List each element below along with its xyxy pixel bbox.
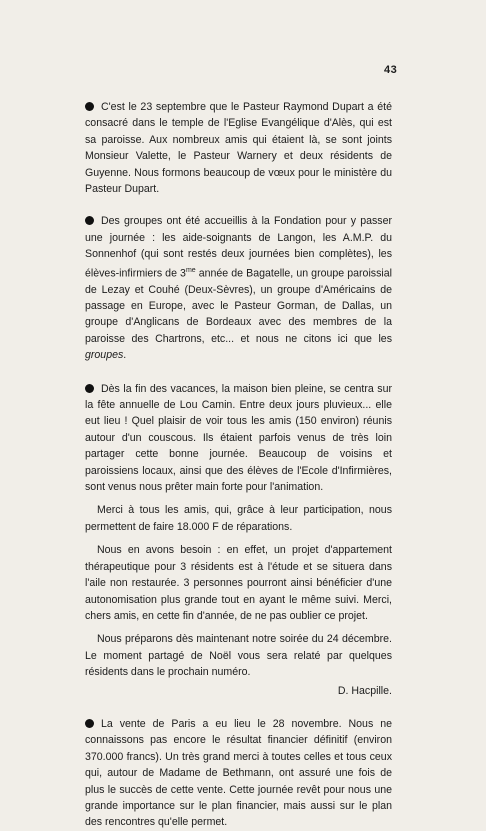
bullet-icon <box>85 102 94 111</box>
paragraph-ordination <box>85 99 392 197</box>
paragraph-groups-end: . <box>123 349 127 362</box>
paragraph-festival <box>85 381 392 496</box>
paragraph-groups-emphasis: groupes <box>85 349 124 362</box>
signature: D. Hacpille. <box>337 684 392 697</box>
paragraph-groups-text-1: Des groupes ont été accueillis à la Fondation pour y passer une journée : les aide-soignants de Langon, les A.M.P. du Sonnenhof (qui sont restés deux journées bien complètes), les élèves-infirmiers de 3 <box>85 215 392 280</box>
paragraph-groups <box>85 213 392 363</box>
paragraph-festival-text: Dès la fin des vacances, la maison bien pleine, se centra sur la fête annuelle de Lou Camin. Entre deux jours pluvieux... elle eut lieu ! Quel plaisir de voir tous les amis (150 environ) réunis autour d'un couscous. Ils étaient parfois venus de très loin partager cette bonne journée. Beaucoup de voisins et paroissiens locaux, ainsi que des élèves de l'Ecole d'Infirmières, sont venus nous prêter main forte pour l'animation. <box>85 382 392 494</box>
bullet-icon <box>85 719 94 728</box>
paragraph-paris-sale-text: La vente de Paris a eu lieu le 28 novembre. Nous ne connaissons pas encore le résultat financier définitif (environ 370.000 francs). Un très grand merci à toutes celles et tous ceux qui, autour de Madame de Bethmann, ont assuré une fois de plus le succès de cette vente. Cette journée revêt pour nous une grande importance sur le plan financier, mais aussi sur le plan des rencontres qu'elle permet. <box>85 717 392 829</box>
paragraph-christmas: Nous préparons dès maintenant notre soirée du 24 décembre. Le moment partagé de Noël vous sera relaté par quelques résidents dans le prochain numéro. <box>85 633 392 679</box>
bullet-icon <box>85 384 94 393</box>
page-number: 43 <box>384 64 398 76</box>
paragraph-groups-text-2: année de Bagatelle, un groupe paroissial de Lezay et Couhé (Deux-Sèvres), un groupe d'Américains de passage en Europe, avec le Pasteur Gorman, de Dallas, un groupe d'Anglicans de Bordeaux avec des membres de la paroisse des Chartrons, etc... et nous ne citons ici que les <box>85 267 392 345</box>
paragraph-project: Nous en avons besoin : en effet, un projet d'appartement thérapeutique pour 3 résidents est à l'étude et se situera dans l'aile non restaurée. 3 personnes pourront ainsi bénéficier d'une autonomisation plus grande tout en ayant le même suivi. Merci, chers amis, en cette fin d'année, de ne pas oublier ce projet. <box>85 544 392 622</box>
paragraph-groups-superscript: me <box>185 266 196 274</box>
bullet-icon <box>85 216 94 225</box>
paragraph-thanks: Merci à tous les amis, qui, grâce à leur participation, nous permettent de faire 18.000 F de réparations. <box>85 504 392 533</box>
paragraph-paris-sale <box>85 716 392 831</box>
article-body <box>85 99 392 831</box>
paragraph-ordination-text: C'est le 23 septembre que le Pasteur Raymond Dupart a été consacré dans le temple de l'Eglise Evangélique d'Alès, qui est sa paroisse. Aux nombreux amis qui étaient là, se sont joints Monsieur Valette, le Pasteur Warnery et deux résidents de Guyenne. Nous formons beaucoup de vœux pour le ministère du Pasteur Dupart. <box>85 101 392 196</box>
